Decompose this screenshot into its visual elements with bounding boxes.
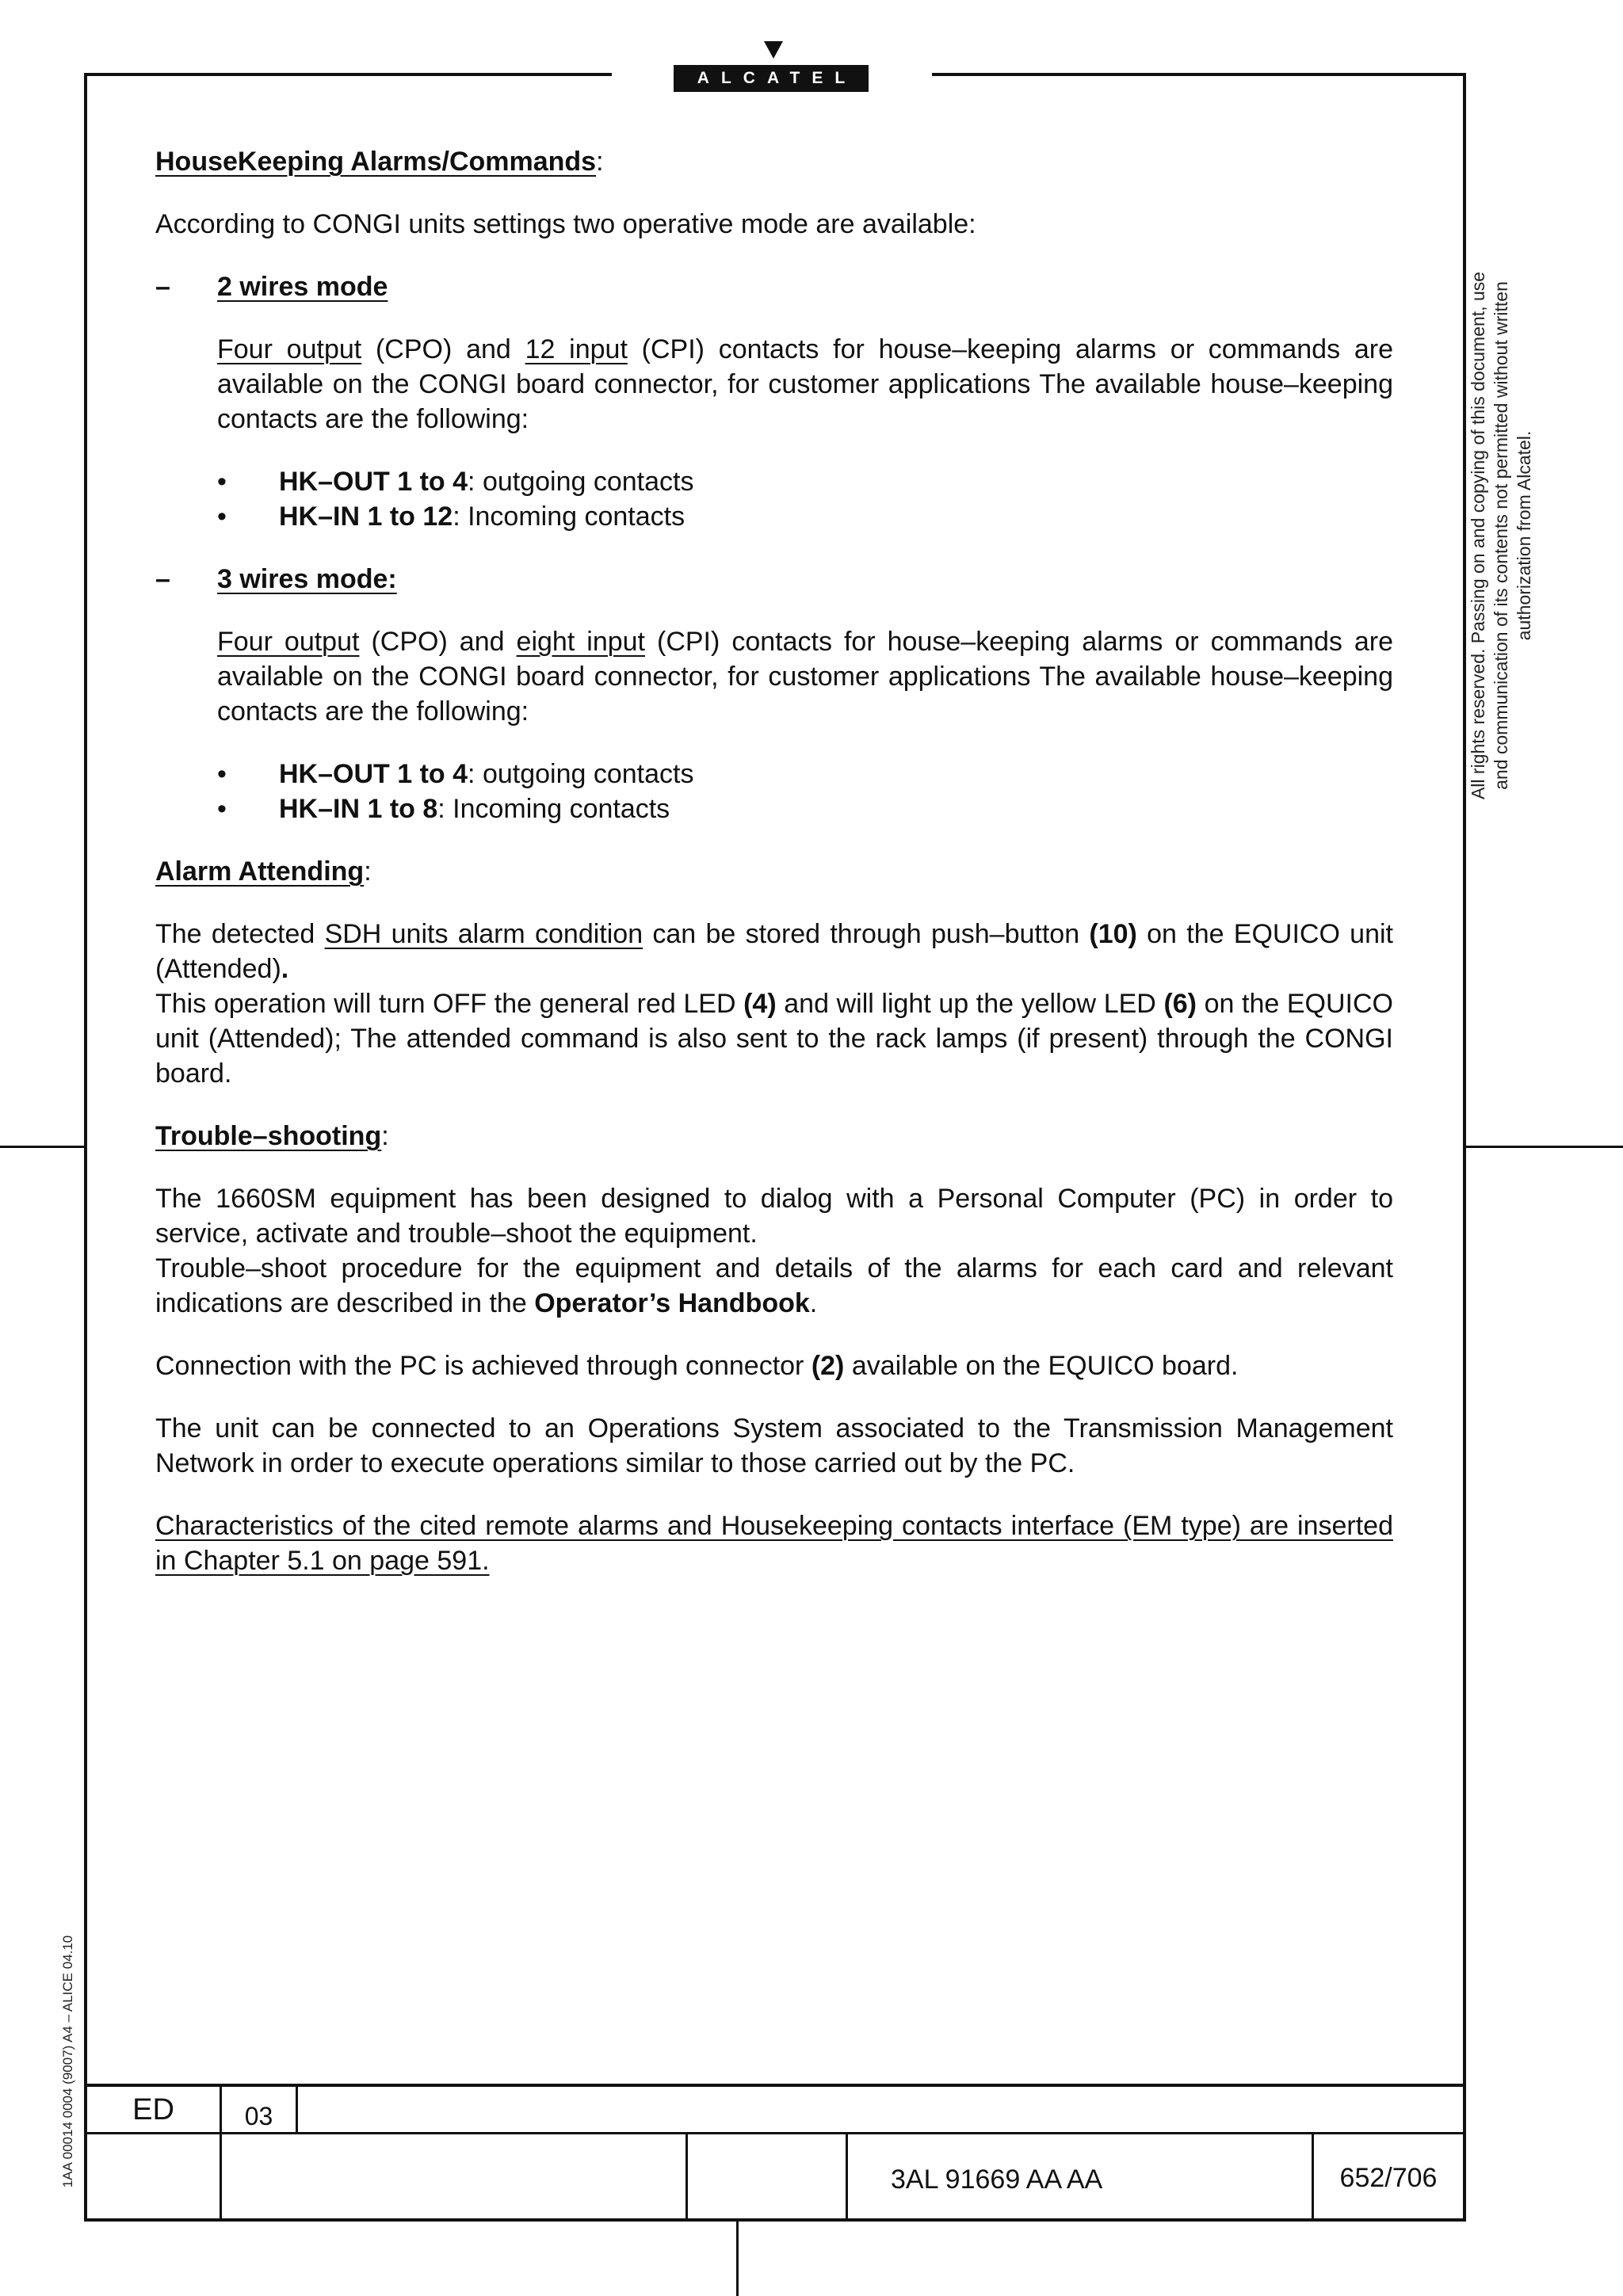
form-code: 1AA 00014 0004 (9007) A4 – ALICE 04.10 [60, 1935, 75, 2188]
alarm-heading: Alarm Attending: [155, 856, 372, 887]
housekeeping-intro: According to CONGI units settings two operative mode are available: [155, 209, 976, 239]
page-frame-top-right [932, 73, 1466, 76]
footer-divider-2 [296, 2084, 298, 2134]
bullet-icon: • [217, 794, 227, 824]
housekeeping-heading: HouseKeeping Alarms/Commands: [155, 147, 604, 177]
edition-label: ED [132, 2093, 174, 2126]
mode2-paragraph: Four output (CPO) and 12 input (CPI) contacts for house–keeping alarms or commands are available on the CONGI board connector, for customer applications The available house–keeping contacts are the following: [217, 334, 1393, 434]
alarm-title: Alarm Attending [155, 856, 365, 887]
bullet-icon: • [217, 759, 227, 789]
alcatel-logo: ALCATEL [674, 65, 869, 92]
footer-line-middle [84, 2132, 1466, 2134]
fold-mark-right [1466, 1146, 1623, 1148]
rights-notice: All rights reserved. Passing on and copying of this document, use and communication of its contents not permitted without written authorization from Alcatel. [1468, 271, 1534, 800]
trouble-title: Trouble–shooting [155, 1121, 382, 1151]
mode3-title: 3 wires mode: [217, 564, 397, 594]
housekeeping-title: HouseKeeping Alarms/Commands [155, 147, 597, 177]
list-item: • HK–IN 1 to 8: Incoming contacts [155, 791, 1393, 826]
trouble-paragraph-4: The unit can be connected to an Operations System associated to the Transmission Management Network in order to execute operations similar to those carried out by the PC. [155, 1413, 1393, 1478]
list-item: • HK–IN 1 to 12: Incoming contacts [155, 499, 1393, 534]
fold-mark-left [0, 1146, 84, 1148]
page-number: 652/706 [1339, 2163, 1438, 2193]
footer-divider-3 [685, 2133, 688, 2222]
mode3-heading: – 3 wires mode: [155, 564, 397, 594]
document-body [155, 144, 1393, 1578]
mode2-title: 2 wires mode [217, 272, 388, 302]
page-frame-left [84, 73, 87, 2222]
mode2-heading: – 2 wires mode [155, 272, 388, 302]
bullet-icon: • [217, 467, 227, 497]
list-item: • HK–OUT 1 to 4: outgoing contacts [155, 464, 1393, 499]
alarm-paragraph-1: The detected SDH units alarm condition can be stored through push–button (10) on the EQUICO unit (Attended). [155, 919, 1394, 984]
mode3-paragraph: Four output (CPO) and eight input (CPI) contacts for house–keeping alarms or commands are available on the CONGI board connector, for customer applications The available house–keeping contacts are the following: [217, 627, 1393, 727]
edition-value: 03 [244, 2102, 273, 2130]
footer-divider-4 [846, 2133, 848, 2222]
bullet-icon: • [217, 502, 227, 532]
page-frame-top-left [84, 73, 612, 76]
trouble-paragraph-2: Trouble–shoot procedure for the equipment and details of the alarms for each card and relevant indications are described in the Operator’s Handbook. [155, 1253, 1393, 1318]
chapter-reference: Characteristics of the cited remote alarms and Housekeeping contacts interface (EM type) are inserted in Chapter 5.1 on page 591. [155, 1511, 1393, 1576]
trouble-paragraph-1: The 1660SM equipment has been designed to dialog with a Personal Computer (PC) in order to service, activate and trouble–shoot the equipment. [155, 1184, 1393, 1249]
footer-line-bottom [84, 2218, 1466, 2222]
trouble-paragraph-3: Connection with the PC is achieved through connector (2) available on the EQUICO board. [155, 1351, 1239, 1381]
footer-line-top [84, 2084, 1466, 2087]
logo-triangle-icon [764, 41, 783, 59]
fold-mark-bottom [736, 2222, 739, 2296]
alarm-paragraph-2: This operation will turn OFF the general red LED (4) and will light up the yellow LED (6) on the EQUICO unit (Attended); The attended command is also sent to the rack lamps (if present) through the CONGI board. [155, 989, 1394, 1089]
list-item: • HK–OUT 1 to 4: outgoing contacts [155, 757, 1393, 791]
document-code: 3AL 91669 AA AA [891, 2164, 1103, 2195]
trouble-heading: Trouble–shooting: [155, 1121, 389, 1151]
